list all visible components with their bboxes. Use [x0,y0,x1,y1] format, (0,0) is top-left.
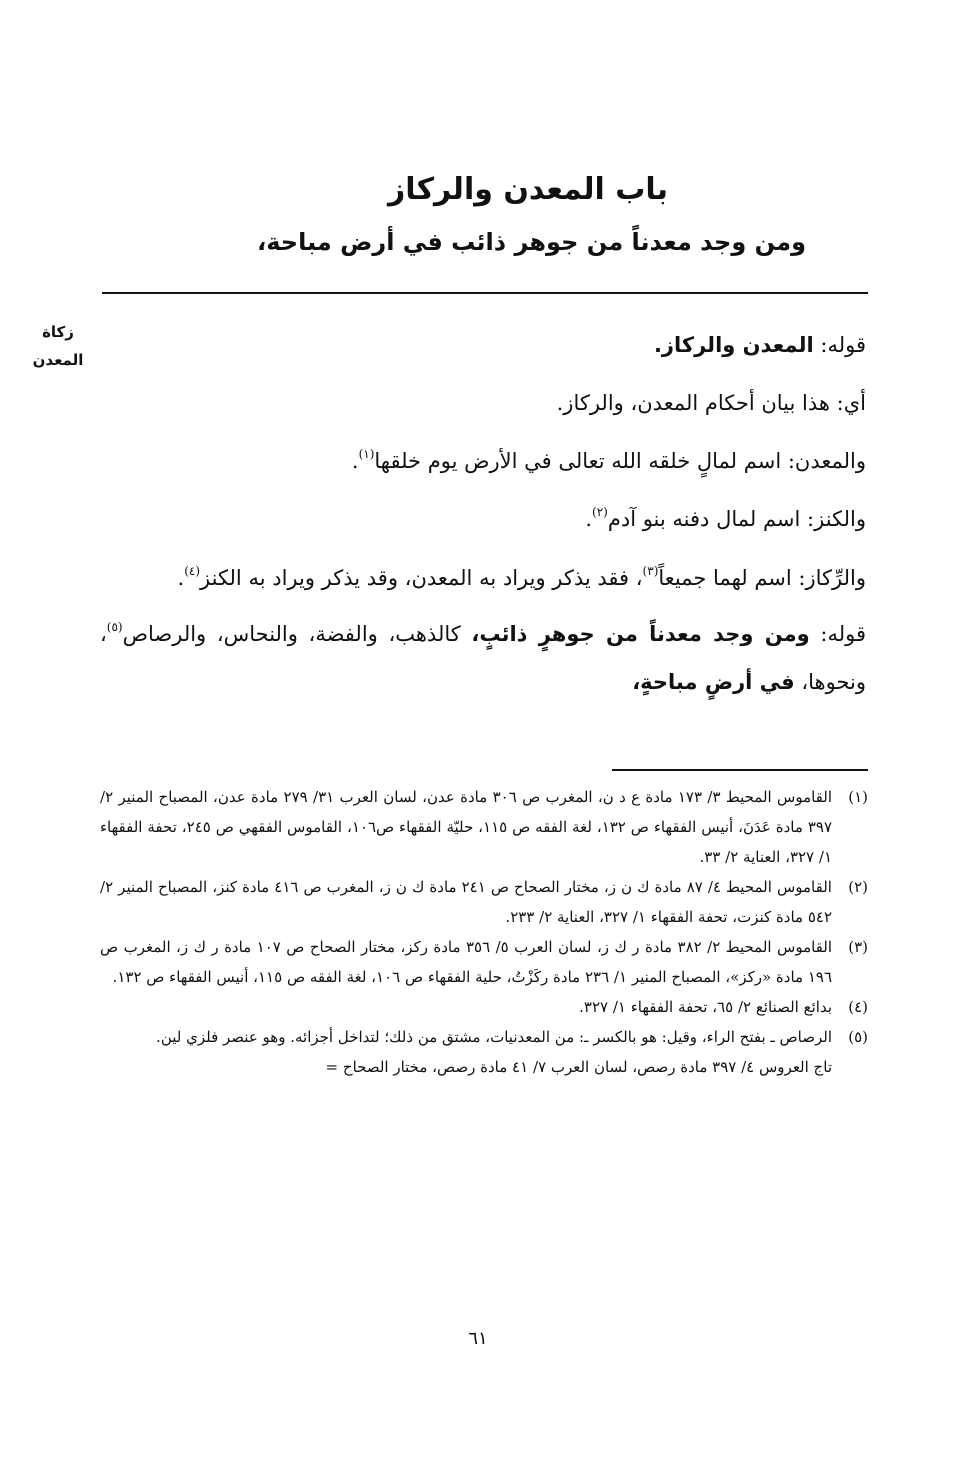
footnote-1 [100,782,868,872]
footnote-2-number: (٢) [848,878,868,896]
margin-note-line1: زكاة [42,323,74,341]
paragraph-6-intro: قوله: [809,622,866,646]
header-divider [102,292,868,294]
paragraph-3 [100,432,866,490]
footnote-2 [100,872,868,932]
paragraph-5 [100,554,866,602]
main-text [100,316,866,706]
paragraph-4 [100,490,866,548]
paragraph-2: أي: هذا بيان أحكام المعدن، والركاز. [556,391,866,415]
matn-header-line: ومن وجد معدناً من جوهر ذائب في أرض مباحة، [257,228,806,256]
paragraph-1-intro: قوله: [813,333,866,357]
paragraph-6-text: كالذهب، والفضة، والنحاس، والرصاص [122,622,472,646]
footnote-ref-1[interactable]: (١) [358,447,375,461]
footnote-ref-5[interactable]: (٥) [106,620,123,634]
footnote-1-number: (١) [848,788,868,806]
paragraph-3-text: والمعدن: اسم لمالٍ خلقه الله تعالى في الأرض يوم خلقها [374,449,866,473]
paragraph-1-bold: المعدن والركاز. [653,333,814,357]
margin-note [22,318,94,374]
paragraph-6-text-2: ، ونحوها، [100,622,866,694]
footnote-continuation: تاج العروس ٤/ ٣٩٧ مادة رصص، لسان العرب ٧/ ٤١ مادة رصص، مختار الصحاح = [325,1058,832,1076]
footnote-3-text: القاموس المحيط ٢/ ٣٨٢ مادة ر ك ز، لسان العرب ٥/ ٣٥٦ مادة ركز، مختار الصحاح ص ١٠٧ مادة ر ك ز، المغرب ص ١٩٦ مادة «ركز»، المصباح المنير ١/ ٢٣٦ مادة ركَزْتُ، حلية الفقهاء ص ١٠٦، لغة الفقه ص ١١٥، أنيس الفقهاء ص ١٣٢. [100,938,833,986]
paragraph-6-bold-1: ومن وجد معدناً من جوهرٍ ذائبٍ، [471,622,810,646]
footnote-2-text: القاموس المحيط ٤/ ٨٧ مادة ك ن ز، مختار الصحاح ص ٢٤١ مادة ك ن ز، المغرب ص ٤١٦ مادة كنز، المصباح المنير ٢/ ٥٤٢ مادة كنزت، تحفة الفقهاء ١/ ٣٢٧، العناية ٢/ ٢٣٣. [100,878,832,926]
footnote-5 [100,1022,868,1052]
footnote-4-number: (٤) [848,998,868,1016]
paragraph-3-end: . [351,449,359,473]
footnote-5-text: الرصاص ـ بفتح الراء، وقيل: هو بالكسر ـ: من المعدنيات، مشتق من ذلك؛ لتداخل أجزائه. وهو عنصر فلزي لين. [156,1028,832,1046]
margin-note-line2: المعدن [32,351,84,369]
footnote-ref-2[interactable]: (٢) [592,505,608,519]
paragraph-5-text: والرِّكاز: اسم لهما جميعاً [658,566,866,590]
paragraph-4-text: والكنز: اسم لمال دفنه بنو آدم [607,507,866,531]
footnote-divider [612,769,868,771]
paragraph-6-bold-2: في أرضٍ مباحةٍ، [632,670,795,694]
paragraph-1 [100,316,866,374]
footnote-4 [100,992,868,1022]
footnote-ref-3[interactable]: (٣) [642,564,659,578]
paragraph-4-end: . [585,507,593,531]
page-number: ٦١ [468,1328,488,1349]
footnote-1-text: القاموس المحيط ٣/ ١٧٣ مادة ع د ن، المغرب ص ٣٠٦ مادة عدن، لسان العرب ٣١/ ٢٧٩ مادة عدن، المصباح المنير ٢/ ٣٩٧ مادة عَدَنَ، أنيس الفقهاء ص ١٣٢، لغة الفقه ص ١١٥، حليّة الفقهاء ص١٠٦، القاموس الفقهي ص ٢٤٥، تحفة الفقهاء ١/ ٣٢٧، العناية ٢/ ٣٣. [100,788,833,866]
paragraph-5-end: . [177,566,185,590]
footnote-ref-4[interactable]: (٤) [184,564,201,578]
footnote-3 [100,932,868,992]
footnote-4-text: بدائع الصنائع ٢/ ٦٥، تحفة الفقهاء ١/ ٣٢٧. [579,998,832,1016]
chapter-title: باب المعدن والركاز [388,172,668,207]
paragraph-6 [100,610,866,706]
paragraph-5-mid: ، فقد يذكر ويراد به المعدن، وقد يذكر ويراد به الكنز [200,566,643,590]
footnotes [100,782,868,1082]
footnote-3-number: (٣) [848,938,868,956]
footnote-5-number: (٥) [848,1028,868,1046]
